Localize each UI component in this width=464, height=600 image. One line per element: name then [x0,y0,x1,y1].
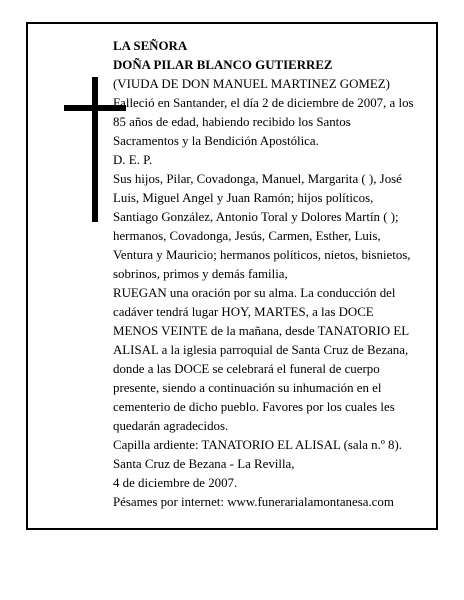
condolences-line: Pésames por internet: www.funerarialamontanesa.com [113,495,394,509]
request-intro: RUEGAN una oración por su alma. La conducción del [113,286,396,300]
chapel-line: Capilla ardiente: TANATORIO EL ALISAL (sala n.º 8). [113,438,403,452]
family-paragraph: Sus hijos, Pilar, Covadonga, Manuel, Margarita ( ), José Luis, Miguel Angel y Juan Ramón; hijos políticos, Santiago González, Antonio Toral y Dolores Martín ( ); hermanos, Covadonga, Jesús, Carmen, Esther, Luis, Ventura y Mauricio; hermanos políticos, nietos, bisnietos, sobrinos, primos y demás familia, [113,172,411,281]
cross-icon [92,77,98,222]
deceased-name: DOÑA PILAR BLANCO GUTIERREZ [113,58,333,72]
place-line: Santa Cruz de Bezana - La Revilla, [113,457,295,471]
death-paragraph: Falleció en Santander, el día 2 de diciembre de 2007, a los 85 años de edad, habiendo recibido los Santos Sacramentos y la Bendición Apostólica. [113,96,414,148]
widow-of-line: (VIUDA DE DON MANUEL MARTINEZ GOMEZ) [113,77,390,91]
rip-line: D. E. P. [113,153,153,167]
funeral-paragraph: cadáver tendrá lugar HOY, MARTES, a las DOCE MENOS VEINTE de la mañana, desde TANATORIO EL ALISAL a la iglesia parroquial de Santa Cruz de Bezana, donde a las DOCE se celebrará el funeral de cuerpo presente, siendo a continuación su inhumación en el cementerio de dicho pueblo. Favores por los cuales les quedarán agradecidos. [113,305,409,433]
date-line: 4 de diciembre de 2007. [113,476,238,490]
notice-title: LA SEÑORA [113,39,188,53]
obituary-text [113,37,419,512]
